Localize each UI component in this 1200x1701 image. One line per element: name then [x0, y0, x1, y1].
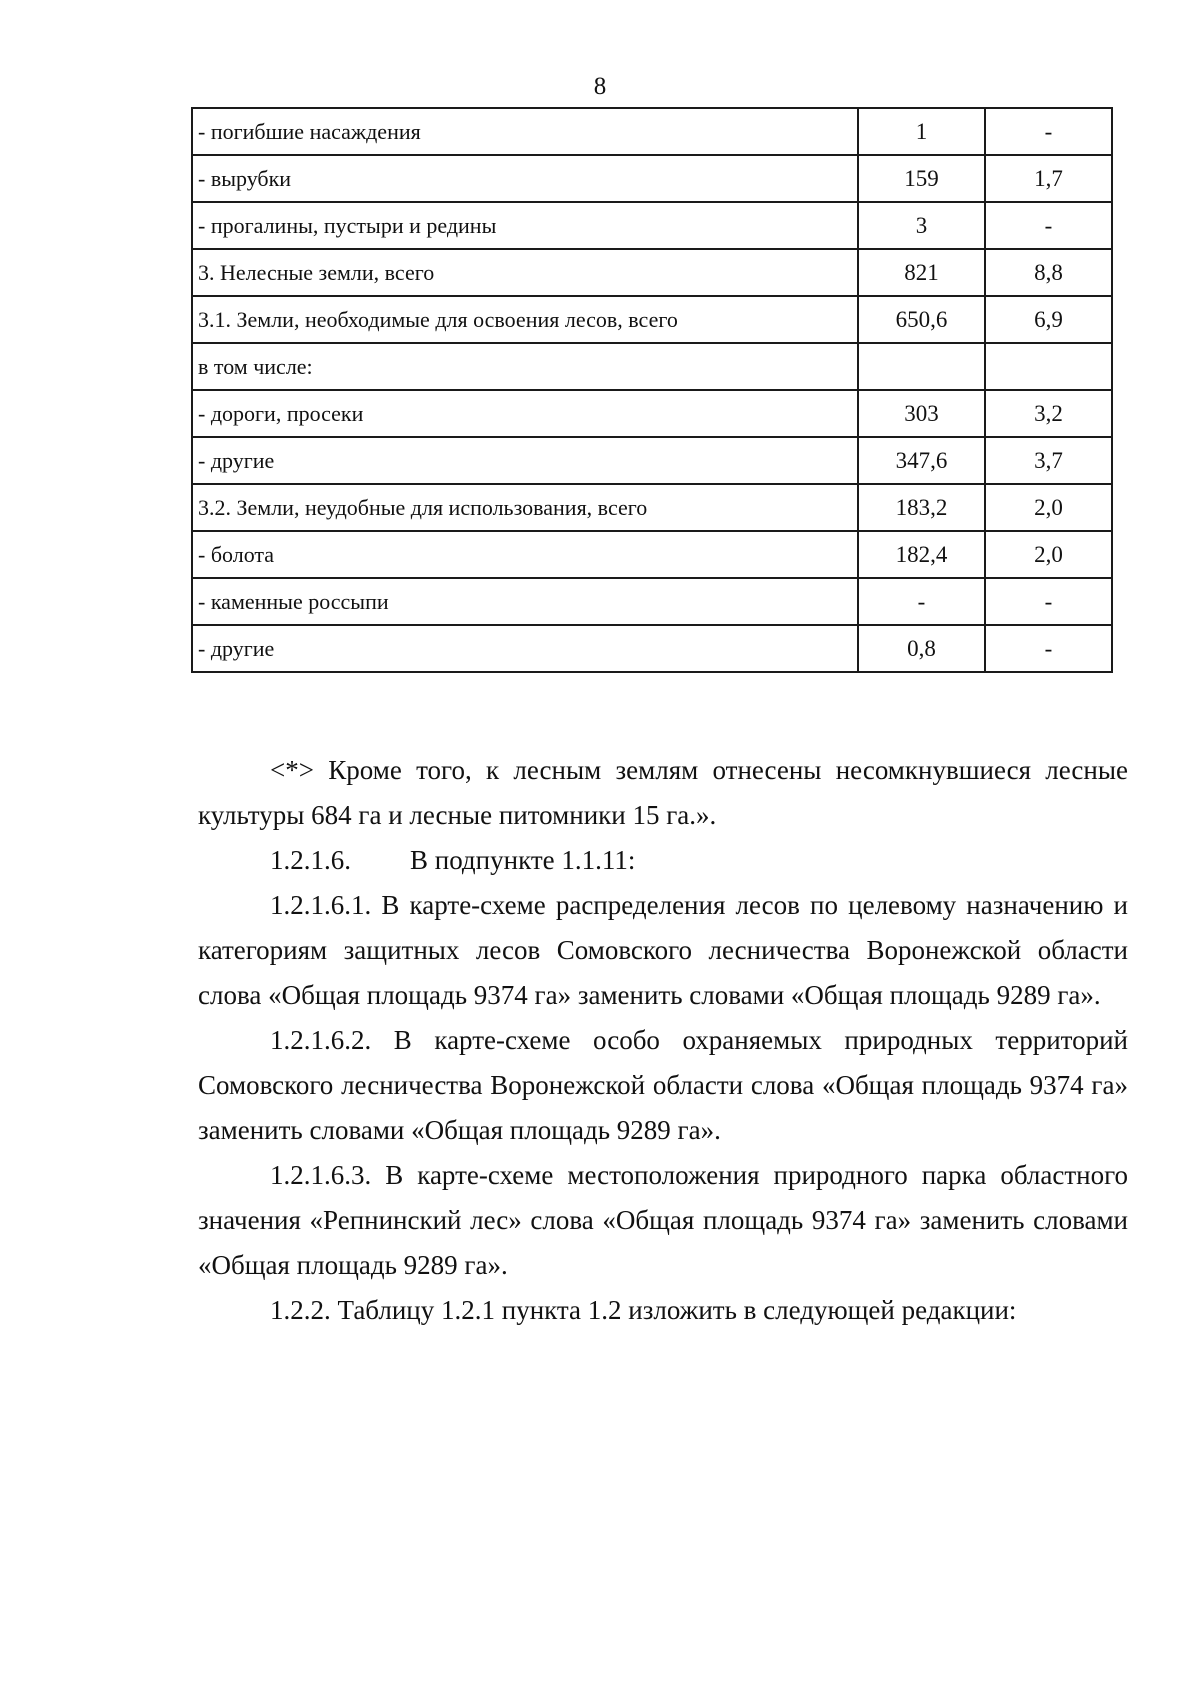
area-cell: 650,6: [858, 296, 985, 343]
row-label-cell: - болота: [192, 531, 858, 578]
table-row: [192, 343, 1112, 390]
area-cell: 182,4: [858, 531, 985, 578]
row-label-cell: в том числе:: [192, 343, 858, 390]
page-number: 8: [593, 73, 607, 100]
table-row: [192, 202, 1112, 249]
clause-text: В подпункте 1.1.11:: [410, 845, 636, 875]
land-categories-table: [191, 107, 1113, 673]
paragraph-1-2-1-6-2: 1.2.1.6.2. В карте-схеме особо охраняемых природных территорий Сомовского лесничества Воронежской области слова «Общая площадь 9374 га» заменить словами «Общая площадь 9289 га».: [198, 1025, 1128, 1145]
percent-cell: 1,7: [985, 155, 1112, 202]
table-row: [192, 108, 1112, 155]
footnote-paragraph: <*> Кроме того, к лесным землям отнесены несомкнувшиеся лесные культуры 684 га и лесные питомники 15 га.».: [198, 755, 1128, 830]
area-cell: -: [858, 578, 985, 625]
row-label-cell: - погибшие насаждения: [192, 108, 858, 155]
table-row: [192, 249, 1112, 296]
table-row: [192, 155, 1112, 202]
percent-cell: 2,0: [985, 484, 1112, 531]
percent-cell: 6,9: [985, 296, 1112, 343]
table-row: [192, 390, 1112, 437]
row-label-cell: 3. Нелесные земли, всего: [192, 249, 858, 296]
percent-cell: -: [985, 202, 1112, 249]
percent-cell: 8,8: [985, 249, 1112, 296]
row-label-cell: - прогалины, пустыри и редины: [192, 202, 858, 249]
percent-cell: 2,0: [985, 531, 1112, 578]
percent-cell: 3,7: [985, 437, 1112, 484]
row-label-cell: - каменные россыпи: [192, 578, 858, 625]
table-row: [192, 625, 1112, 672]
area-cell: [858, 343, 985, 390]
area-cell: 347,6: [858, 437, 985, 484]
area-cell: 0,8: [858, 625, 985, 672]
area-cell: 303: [858, 390, 985, 437]
percent-cell: [985, 343, 1112, 390]
paragraph-1-2-2: 1.2.2. Таблицу 1.2.1 пункта 1.2 изложить в следующей редакции:: [270, 1295, 1017, 1325]
table-row: [192, 531, 1112, 578]
paragraph-1-2-1-6-3: 1.2.1.6.3. В карте-схеме местоположения природного парка областного значения «Репнинский лес» слова «Общая площадь 9374 га» заменить словами «Общая площадь 9289 га».: [198, 1160, 1128, 1280]
row-label-cell: 3.1. Земли, необходимые для освоения лесов, всего: [192, 296, 858, 343]
table-row: [192, 484, 1112, 531]
percent-cell: -: [985, 625, 1112, 672]
area-cell: 159: [858, 155, 985, 202]
percent-cell: 3,2: [985, 390, 1112, 437]
percent-cell: -: [985, 108, 1112, 155]
table-row: [192, 578, 1112, 625]
clause-number: 1.2.1.6.: [270, 845, 351, 875]
row-label-cell: - дороги, просеки: [192, 390, 858, 437]
table-body: [192, 108, 1112, 672]
row-label-cell: - другие: [192, 625, 858, 672]
paragraph-1-2-1-6-1: 1.2.1.6.1. В карте-схеме распределения лесов по целевому назначению и категориям защитных лесов Сомовского лесничества Воронежской области слова «Общая площадь 9374 га» заменить словами «Общая площадь 9289 га».: [198, 890, 1128, 1010]
paragraph-1-2-1-6: [198, 838, 1128, 883]
row-label-cell: - вырубки: [192, 155, 858, 202]
area-cell: 1: [858, 108, 985, 155]
table-row: [192, 296, 1112, 343]
row-label-cell: 3.2. Земли, неудобные для использования, всего: [192, 484, 858, 531]
percent-cell: -: [985, 578, 1112, 625]
table-row: [192, 437, 1112, 484]
document-body: [198, 748, 1128, 1333]
area-cell: 183,2: [858, 484, 985, 531]
area-cell: 821: [858, 249, 985, 296]
row-label-cell: - другие: [192, 437, 858, 484]
area-cell: 3: [858, 202, 985, 249]
